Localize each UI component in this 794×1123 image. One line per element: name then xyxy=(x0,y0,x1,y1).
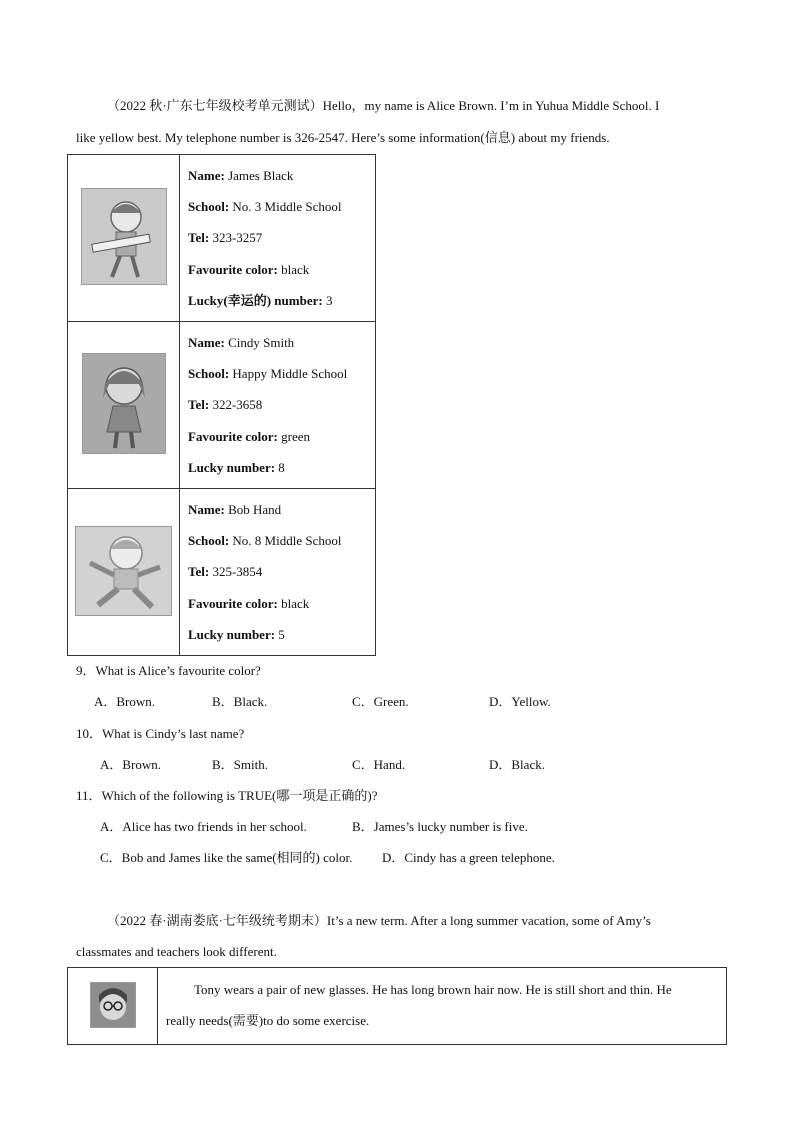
q10-option-a[interactable]: A．Brown. xyxy=(100,757,162,772)
info-color: Favourite color: green xyxy=(188,428,311,444)
info-tel: Tel: 322-3658 xyxy=(188,397,263,413)
q11-option-c[interactable]: C．Bob and James like the same(相同的) color. xyxy=(100,850,353,865)
passage-line-1: Tony wears a pair of new glasses. He has long brown hair now. He is still short and thin. He xyxy=(194,982,672,997)
q11-option-a[interactable]: A．Alice has two friends in her school. xyxy=(100,819,307,834)
friend-row-cindy xyxy=(68,322,376,489)
info-tel: Tel: 325-3854 xyxy=(188,564,263,580)
info-name: Name: Cindy Smith xyxy=(188,334,295,350)
q9-option-c[interactable]: C．Green. xyxy=(352,694,409,709)
q10-option-b[interactable]: B．Smith. xyxy=(212,757,268,772)
q10-option-c[interactable]: C．Hand. xyxy=(352,757,406,772)
q11-option-d[interactable]: D．Cindy has a green telephone. xyxy=(382,850,555,865)
info-color: Favourite color: black xyxy=(188,261,310,277)
q9-option-a[interactable]: A．Brown. xyxy=(94,694,156,709)
q9-option-b[interactable]: B．Black. xyxy=(212,694,268,709)
section2-intro-line-1: （2022 春·湖南娄底·七年级统考期末）It’s a new term. After a long summer vacation, some of Amy’s xyxy=(107,913,651,928)
section2-intro-line-2: classmates and teachers look different. xyxy=(76,944,277,959)
info-school: School: Happy Middle School xyxy=(188,366,348,382)
q9-option-d[interactable]: D．Yellow. xyxy=(489,694,551,709)
passage-line-2: really needs(需要)to do some exercise. xyxy=(166,1013,370,1028)
info-name: Name: James Black xyxy=(188,167,294,183)
friends-table xyxy=(67,154,376,656)
q10-option-d[interactable]: D．Black. xyxy=(489,757,545,772)
info-school: School: No. 3 Middle School xyxy=(188,199,342,215)
q11-option-b[interactable]: B．James’s lucky number is five. xyxy=(352,819,528,834)
info-lucky: Lucky number: 5 xyxy=(188,626,285,642)
question-9: 9．What is Alice’s favourite color? xyxy=(76,663,261,678)
info-school: School: No. 8 Middle School xyxy=(188,533,342,549)
friend-row-james xyxy=(68,155,376,322)
passage-table xyxy=(67,967,727,1045)
info-tel: Tel: 323-3257 xyxy=(188,230,263,246)
boy-with-pencil-image xyxy=(81,188,167,285)
question-11: 11．Which of the following is TRUE(哪一项是正确的)? xyxy=(76,788,378,803)
info-lucky: Lucky(幸运的) number: 3 xyxy=(188,292,333,308)
intro-line-2: like yellow best. My telephone number is 326-2547. Here’s some information(信息) about my friends. xyxy=(76,130,610,145)
intro-line-1: （2022 秋·广东七年级校考单元测试）Hello，my name is Alice Brown. I’m in Yuhua Middle School. I xyxy=(107,98,660,113)
friend-row-bob xyxy=(68,489,376,656)
info-name: Name: Bob Hand xyxy=(188,501,282,517)
question-10: 10．What is Cindy’s last name? xyxy=(76,726,245,741)
info-lucky: Lucky number: 8 xyxy=(188,459,285,475)
boy-running-image xyxy=(75,526,172,616)
girl-image xyxy=(82,353,166,454)
info-color: Favourite color: black xyxy=(188,595,310,611)
boy-with-glasses-image xyxy=(90,982,136,1028)
